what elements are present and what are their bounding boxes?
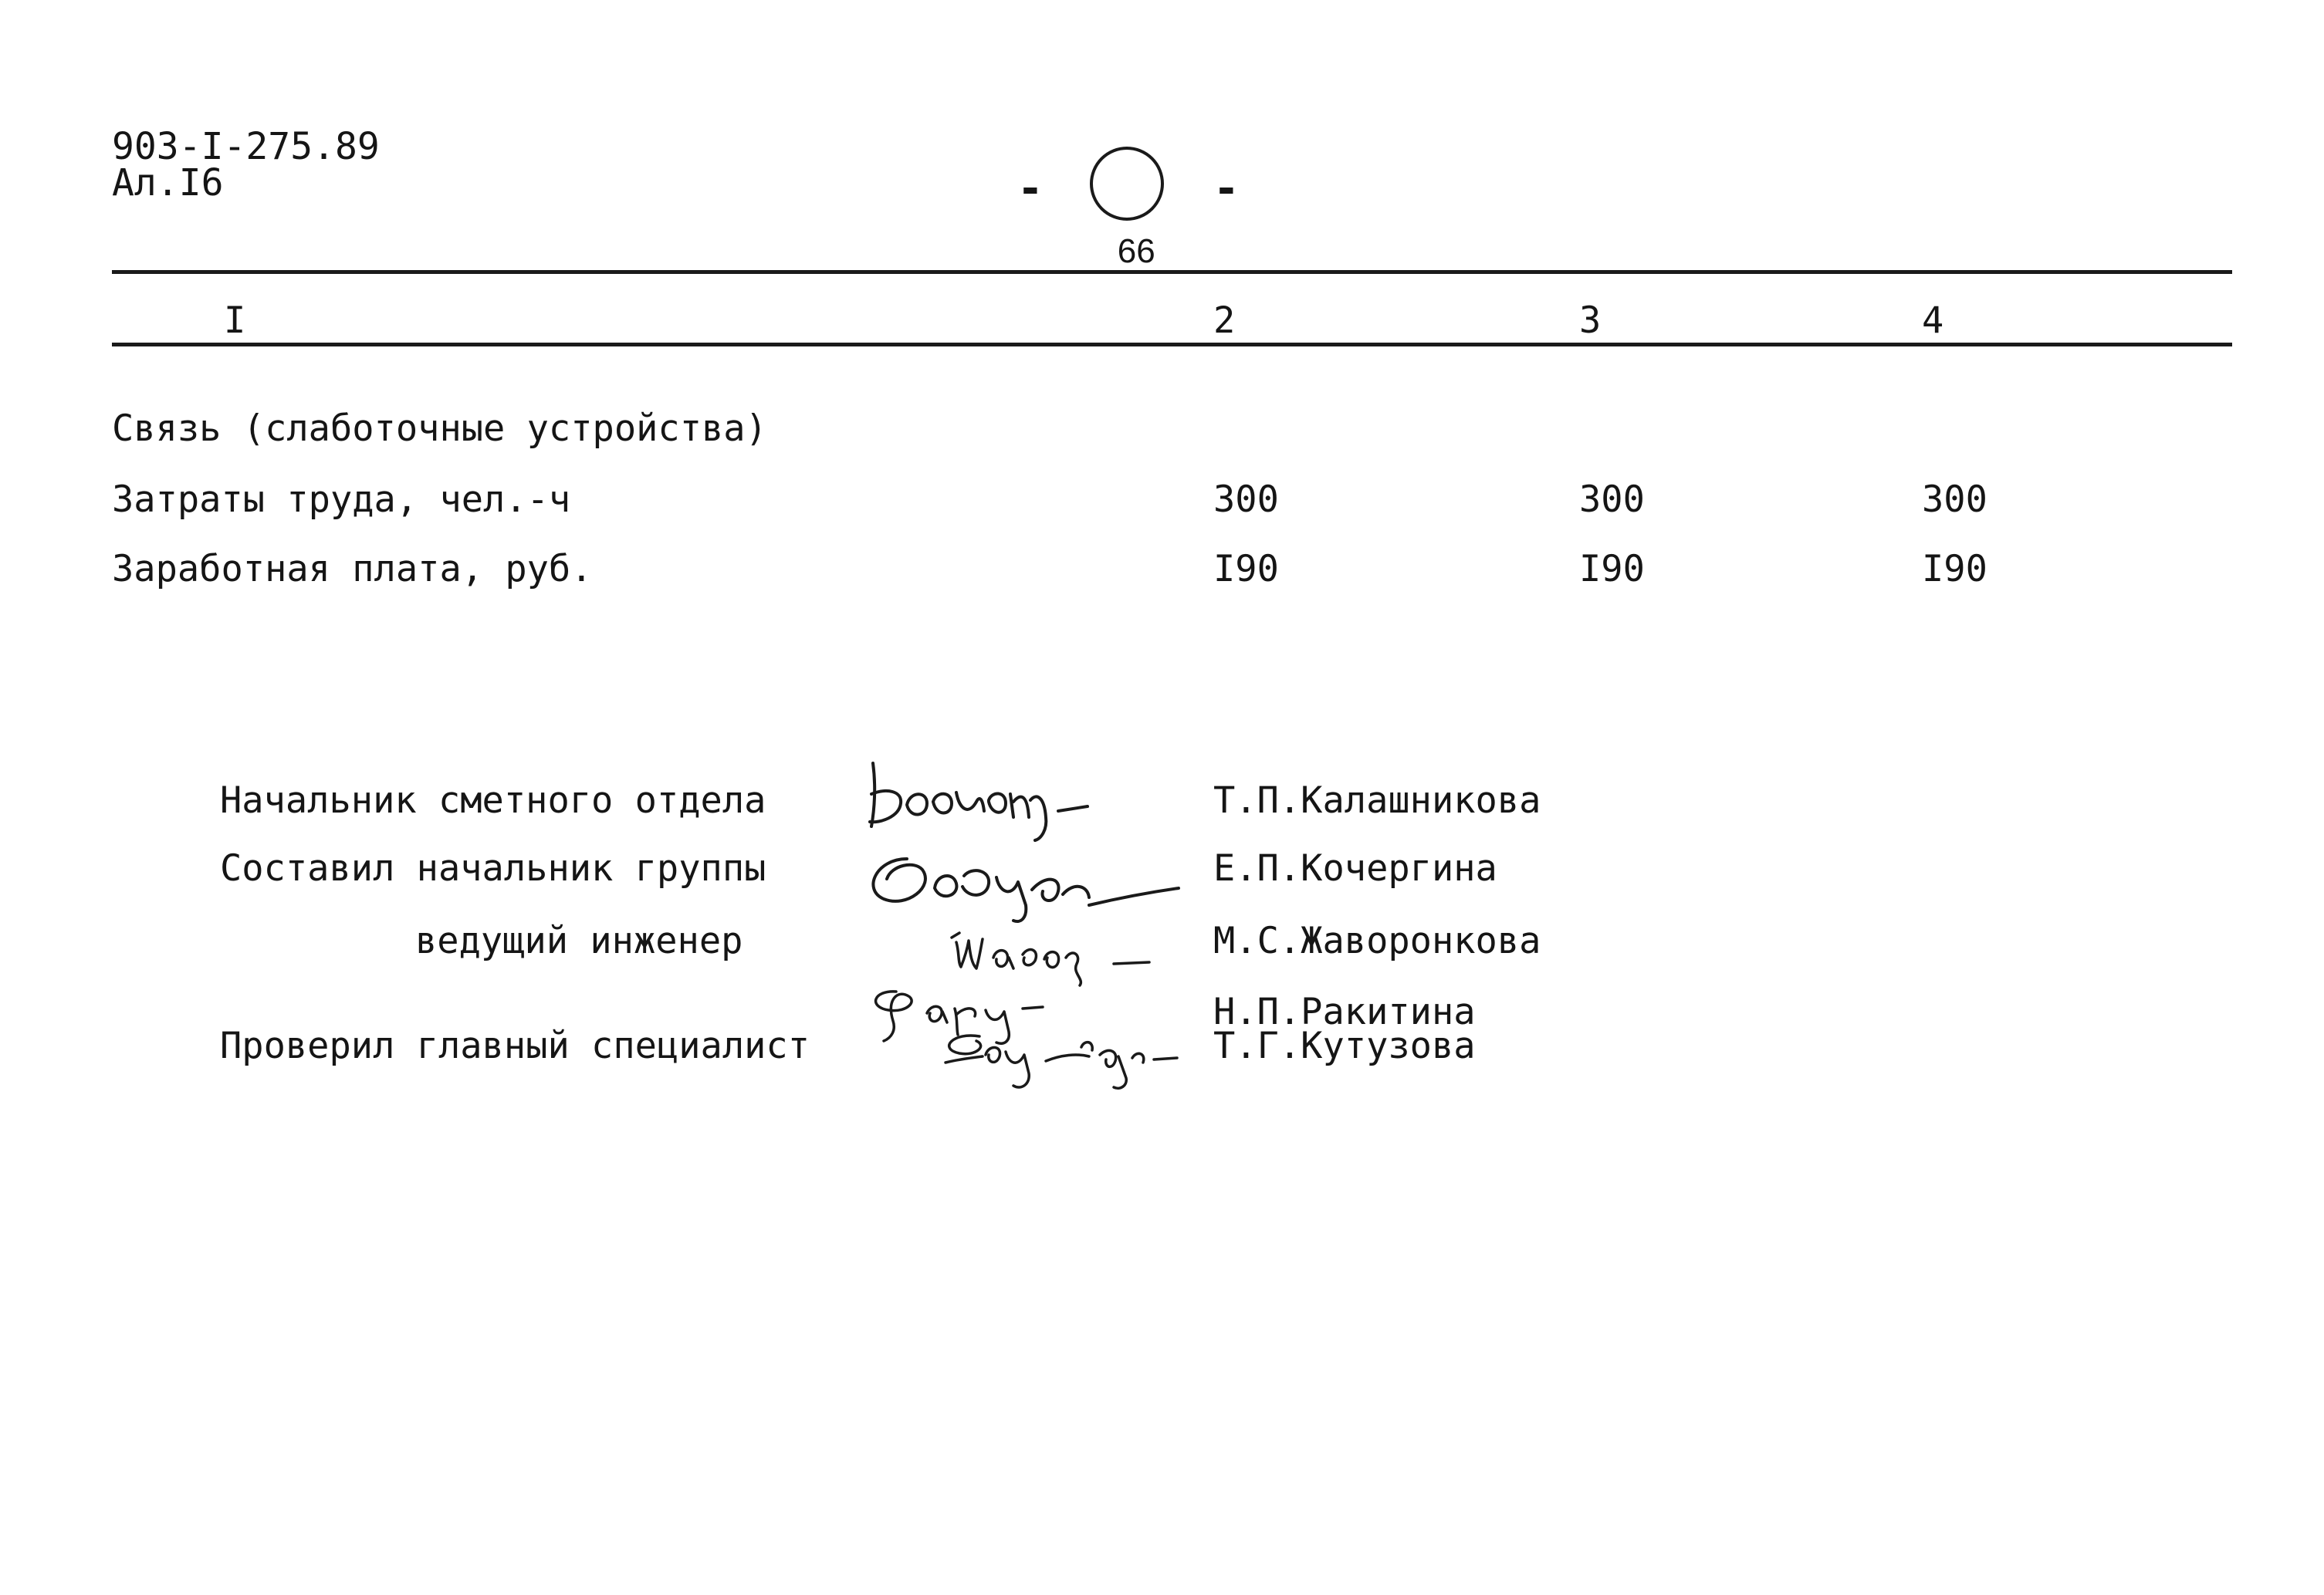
table-top-rule — [112, 270, 2232, 274]
page-number-circle — [1090, 147, 1164, 270]
sheet-label: Ал.I6 — [112, 161, 224, 204]
section-title: Связь (слаботочные устройства) — [112, 407, 767, 450]
signature-role-engineer: ведущий инженер — [415, 920, 743, 962]
row-value-labor-col4: 300 — [1922, 478, 1987, 521]
column-header-1: I — [224, 299, 246, 342]
column-header-3: 3 — [1579, 299, 1602, 342]
signature-role-compiled: Составил начальник группы — [220, 847, 766, 890]
signature-role-checked: Проверил главный специалист — [220, 1025, 810, 1067]
signatory-name-4: Н.П.Ракитина — [1213, 991, 1476, 1033]
row-value-labor-col3: 300 — [1579, 478, 1645, 521]
row-label-wages: Заработная плата, руб. — [112, 548, 593, 590]
row-value-wages-col2: I90 — [1213, 548, 1279, 590]
signatory-name-3: М.С.Жаворонкова — [1213, 920, 1541, 962]
signatory-name-5: Т.Г.Кутузова — [1213, 1025, 1476, 1067]
page-number: 66 — [1117, 232, 1155, 270]
column-header-2: 2 — [1213, 299, 1236, 342]
signature-role-head: Начальник сметного отдела — [220, 779, 766, 822]
column-header-4: 4 — [1922, 299, 1944, 342]
row-value-labor-col2: 300 — [1213, 478, 1279, 521]
page-dash-left: - — [1017, 164, 1044, 214]
row-value-wages-col4: I90 — [1922, 548, 1987, 590]
signature-kutuzova — [915, 1009, 1239, 1097]
document-number: 903-I-275.89 — [112, 125, 380, 168]
signatory-name-2: Е.П.Кочергина — [1213, 847, 1497, 890]
table-header-rule — [112, 343, 2232, 346]
row-value-wages-col3: I90 — [1579, 548, 1645, 590]
page-dash-right: - — [1213, 164, 1240, 214]
signatory-name-1: Т.П.Калашникова — [1213, 779, 1541, 822]
row-label-labor: Затраты труда, чел.-ч — [112, 478, 571, 521]
